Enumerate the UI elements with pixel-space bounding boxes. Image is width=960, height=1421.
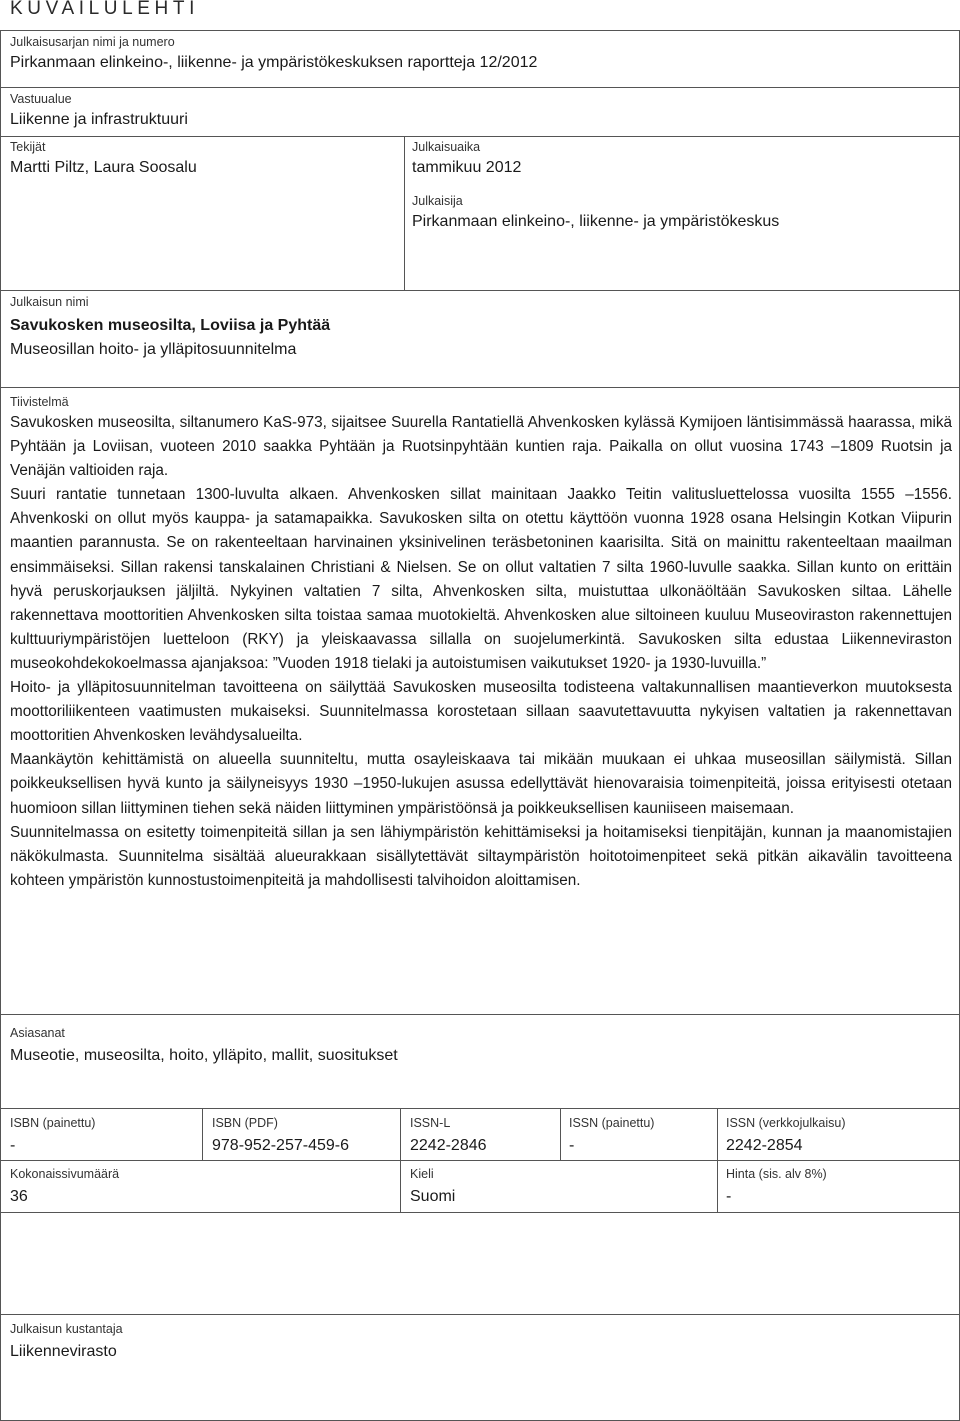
language-value: Suomi <box>410 1188 456 1205</box>
divider <box>560 1108 561 1160</box>
price-value: - <box>726 1188 732 1205</box>
abstract-paragraph: Suuri rantatie tunnetaan 1300-luvulta alkaen. Ahvenkosken sillat mainitaan Jaakko Teitin valitusluettelossa vuosilta 1555 –1556. Ahvenkoski on ollut myös kauppa- ja satamapaikka. Savukosken silta on otettu käyttöön vuonna 1928 osana Helsingin Kotkan Viipurin maantien parannusta. Se on rakenteeltaan harvinainen yksinivelinen teräsbetoninen kaarisilta. Sitä on mainittu rakenteeltaan maailman ensimmäiseksi. Sillan rakensi tanskalainen Christiani & Nielsen. Se on ollut valtatien 7 silta 1960-luvulle saakka. Sillan kunto on erittäin hyvä peruskorjauksen jäljiltä. Nykyinen valtatien 7 silta, Ahvenkosken silta, muistuttaa ulkonäöltään Savukosken siltaa. Lähelle rakennettava moottoritien Ahvenkosken silta toistaa samaa muotokieltä. Ahvenkosken alue siltoineen kuuluu Museoviraston rakennettujen kulttuuriympäristöjen luetteloon (RKY) ja yleiskaavassa sillalla on suojelumerkintä. Savukosken silta edustaa Liikenneviraston museokohdekokoelmassa ajanjaksoa: ”Vuoden 1918 tielaki ja autoistumisen vaikutukset 1920- ja 1930-luvuilla.” <box>10 486 952 672</box>
publisher-label: Julkaisija <box>412 194 463 208</box>
divider <box>0 1160 960 1161</box>
divider <box>0 1212 960 1213</box>
document-title: KUVAILULEHTI <box>10 0 199 19</box>
sponsor-label: Julkaisun kustantaja <box>10 1322 123 1336</box>
divider <box>404 136 405 290</box>
divider <box>0 87 960 88</box>
isbn-print-label: ISBN (painettu) <box>10 1116 96 1130</box>
issn-print-value: - <box>569 1137 575 1154</box>
divider <box>0 290 960 291</box>
pub-name-label: Julkaisun nimi <box>10 295 89 309</box>
abstract-paragraph: Hoito- ja ylläpitosuunnitelman tavoitteena on säilyttää Savukosken museosilta todisteena valtakunnallisen maantieverkon muutoksesta moottoriliikenteen vaatimusten mukaiseksi. Suunnitelmassa korostetaan sillaan saavutettavuutta nykyisen valtatien ja rakennettavan moottoritien Ahvenkosken levähdysalueilta. <box>10 679 952 745</box>
divider <box>0 1014 960 1015</box>
divider <box>0 1314 960 1315</box>
abstract-label: Tiivistelmä <box>10 395 69 409</box>
pub-subtitle: Museosillan hoito- ja ylläpitosuunnitelma <box>10 341 297 358</box>
abstract-body <box>10 411 952 893</box>
pages-value: 36 <box>10 1188 28 1205</box>
divider <box>400 1108 401 1212</box>
keywords-label: Asiasanat <box>10 1026 65 1040</box>
series-value: Pirkanmaan elinkeino-, liikenne- ja ympäristökeskuksen raportteja 12/2012 <box>10 54 538 71</box>
divider <box>717 1108 718 1212</box>
pub-title: Savukosken museosilta, Loviisa ja Pyhtää <box>10 317 331 334</box>
language-label: Kieli <box>410 1167 434 1181</box>
divider <box>0 136 960 137</box>
divider <box>0 1108 960 1109</box>
publisher-value: Pirkanmaan elinkeino-, liikenne- ja ympäristökeskus <box>412 213 780 230</box>
issn-print-label: ISSN (painettu) <box>569 1116 655 1130</box>
isbn-pdf-label: ISBN (PDF) <box>212 1116 278 1130</box>
issn-l-label: ISSN-L <box>410 1116 451 1130</box>
keywords-value: Museotie, museosilta, hoito, ylläpito, mallit, suositukset <box>10 1047 398 1064</box>
issn-web-label: ISSN (verkkojulkaisu) <box>726 1116 846 1130</box>
divider <box>202 1108 203 1160</box>
abstract-paragraph: Suunnitelmassa on esitetty toimenpiteitä sillan ja sen lähiympäristön kehittämiseksi ja hoitamiseksi tienpitäjän, kunnan ja maanomistajien näkökulmasta. Suunnitelma sisältää alueurakkaan sisällytettävät siltaympäristön hoitotoimenpiteet sekä pitkän aikavälin tavoitteena kohteen ympäristön kunnostustoimenpiteitä ja mahdollisesti talvihoidon aloittamisen. <box>10 823 952 889</box>
issn-web-value: 2242-2854 <box>726 1137 803 1154</box>
series-label: Julkaisusarjan nimi ja numero <box>10 35 175 49</box>
authors-value: Martti Piltz, Laura Soosalu <box>10 159 197 176</box>
responsibility-label: Vastuualue <box>10 92 72 106</box>
issn-l-value: 2242-2846 <box>410 1137 487 1154</box>
pages-label: Kokonaissivumäärä <box>10 1167 120 1181</box>
abstract-paragraph: Savukosken museosilta, siltanumero KaS-973, sijaitsee Suurella Rantatiellä Ahvenkosken kylässä Kymijoen läntisimmässä haarassa, mikä Pyhtään ja Loviisan, vuoteen 2010 saakka Pyhtään ja Ruotsinpyhtään kuntien raja. Paikalla on ollut vuosina 1743 –1809 Ruotsin ja Venäjän valtioiden raja. <box>10 414 952 480</box>
responsibility-value: Liikenne ja infrastruktuuri <box>10 111 188 128</box>
sponsor-value: Liikennevirasto <box>10 1343 117 1360</box>
divider <box>0 387 960 388</box>
price-label: Hinta (sis. alv 8%) <box>726 1167 827 1181</box>
pub-date-label: Julkaisuaika <box>412 140 481 154</box>
abstract-paragraph: Maankäytön kehittämistä on alueella suunniteltu, mutta osayleiskaava tai mikään muukaan ei uhkaa museosillan säilymistä. Sillan poikkeuksellisen hyvä kunto ja säilyneisyys 1930 –1950-lukujen asussa edellyttävät hienovaraisia toimenpiteitä, joissa erityisesti otetaan huomioon sillan liittyminen tiehen sekä näiden liittyminen ympäristöönsä ja poikkeuksellisen kauniiseen maisemaan. <box>10 751 952 817</box>
pub-date-value: tammikuu 2012 <box>412 159 522 176</box>
isbn-print-value: - <box>10 1137 16 1154</box>
isbn-pdf-value: 978-952-257-459-6 <box>212 1137 349 1154</box>
authors-label: Tekijät <box>10 140 46 154</box>
